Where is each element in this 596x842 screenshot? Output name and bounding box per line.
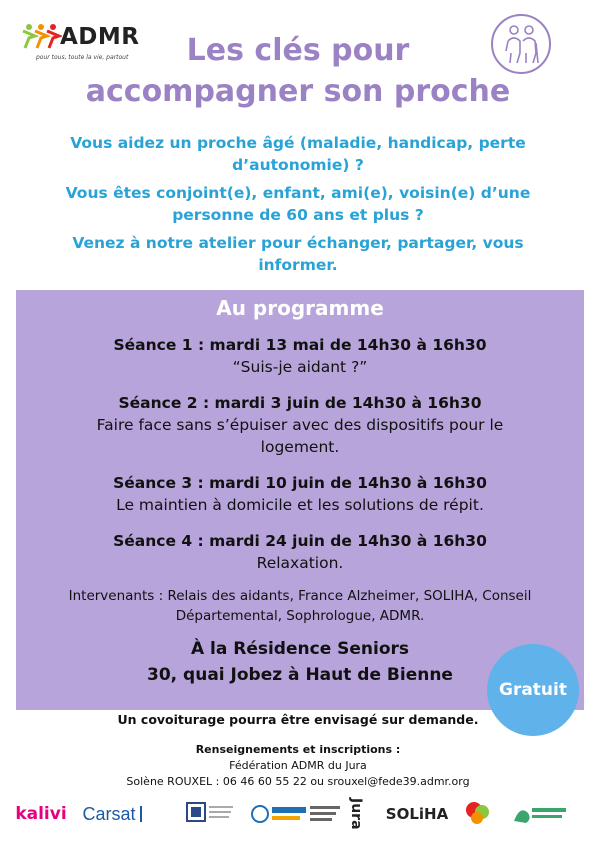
title-line-1: Les clés pour xyxy=(186,33,410,68)
contact-heading: Renseignements et inscriptions : xyxy=(195,743,401,756)
venue-name: À la Résidence Seniors xyxy=(190,639,410,659)
session-2 xyxy=(16,392,584,458)
venue-address: 30, quai Jobez à Haut de Bienne xyxy=(147,665,453,685)
soliha-logo: SOLiHA xyxy=(385,805,449,823)
page-title xyxy=(60,30,536,112)
france-alzheimer-logo xyxy=(508,796,572,832)
intro-line-2: Vous êtes conjoint(e), enfant, ami(e), voisin(e) d’une personne de 60 ans et plus ? xyxy=(65,184,531,224)
intro-line-3: Venez à notre atelier pour échanger, partager, vous informer. xyxy=(72,234,524,274)
session-4-date: Séance 4 : mardi 24 juin de 14h30 à 16h30 xyxy=(113,532,487,550)
session-3 xyxy=(16,472,584,516)
title-line-2: accompagner son proche xyxy=(85,74,511,109)
intro-line-1: Vous aidez un proche âgé (maladie, handicap, perte d’autonomie) ? xyxy=(70,134,526,174)
intro-block xyxy=(40,132,556,282)
departement-logo xyxy=(180,796,240,832)
carpool-note: Un covoiturage pourra être envisagé sur demande. xyxy=(117,712,479,727)
session-4 xyxy=(16,530,584,574)
contact-block xyxy=(0,742,596,790)
free-badge: Gratuit xyxy=(487,644,579,736)
session-1-date: Séance 1 : mardi 13 mai de 14h30 à 16h30 xyxy=(113,336,487,354)
session-2-topic: Faire face sans s’épuiser avec des dispositifs pour le logement. xyxy=(96,416,504,456)
session-1 xyxy=(16,334,584,378)
brand-tagline: pour tous, toute la vie, partout xyxy=(36,54,129,61)
kalivi-logo: kalivi xyxy=(15,804,67,824)
jura-logo: Jura xyxy=(348,798,364,830)
speakers-text: Intervenants : Relais des aidants, France Alzheimer, SOLIHA, Conseil Départemental, Sophrologue, ADMR. xyxy=(68,588,532,624)
session-1-topic: “Suis-je aidant ?” xyxy=(232,358,368,376)
assurance-retraite-logo xyxy=(248,796,344,832)
program-heading: Au programme xyxy=(216,296,384,320)
admr-people-icon xyxy=(22,22,62,52)
session-2-date: Séance 2 : mardi 3 juin de 14h30 à 16h30 xyxy=(118,394,482,412)
session-4-topic: Relaxation. xyxy=(256,554,344,572)
partner-logos xyxy=(14,796,584,832)
session-3-date: Séance 3 : mardi 10 juin de 14h30 à 16h30 xyxy=(113,474,487,492)
carsat-logo: Carsat xyxy=(80,796,170,832)
brand-name: ADMR xyxy=(60,24,140,50)
contact-person: Solène ROUXEL : 06 46 60 55 22 ou srouxel@fede39.admr.org xyxy=(126,775,470,788)
relais-aidants-logo xyxy=(460,796,496,832)
program-panel xyxy=(16,290,584,710)
contact-org: Fédération ADMR du Jura xyxy=(229,759,367,772)
session-3-topic: Le maintien à domicile et les solutions de répit. xyxy=(116,496,484,514)
elderly-couple-icon xyxy=(490,13,552,75)
